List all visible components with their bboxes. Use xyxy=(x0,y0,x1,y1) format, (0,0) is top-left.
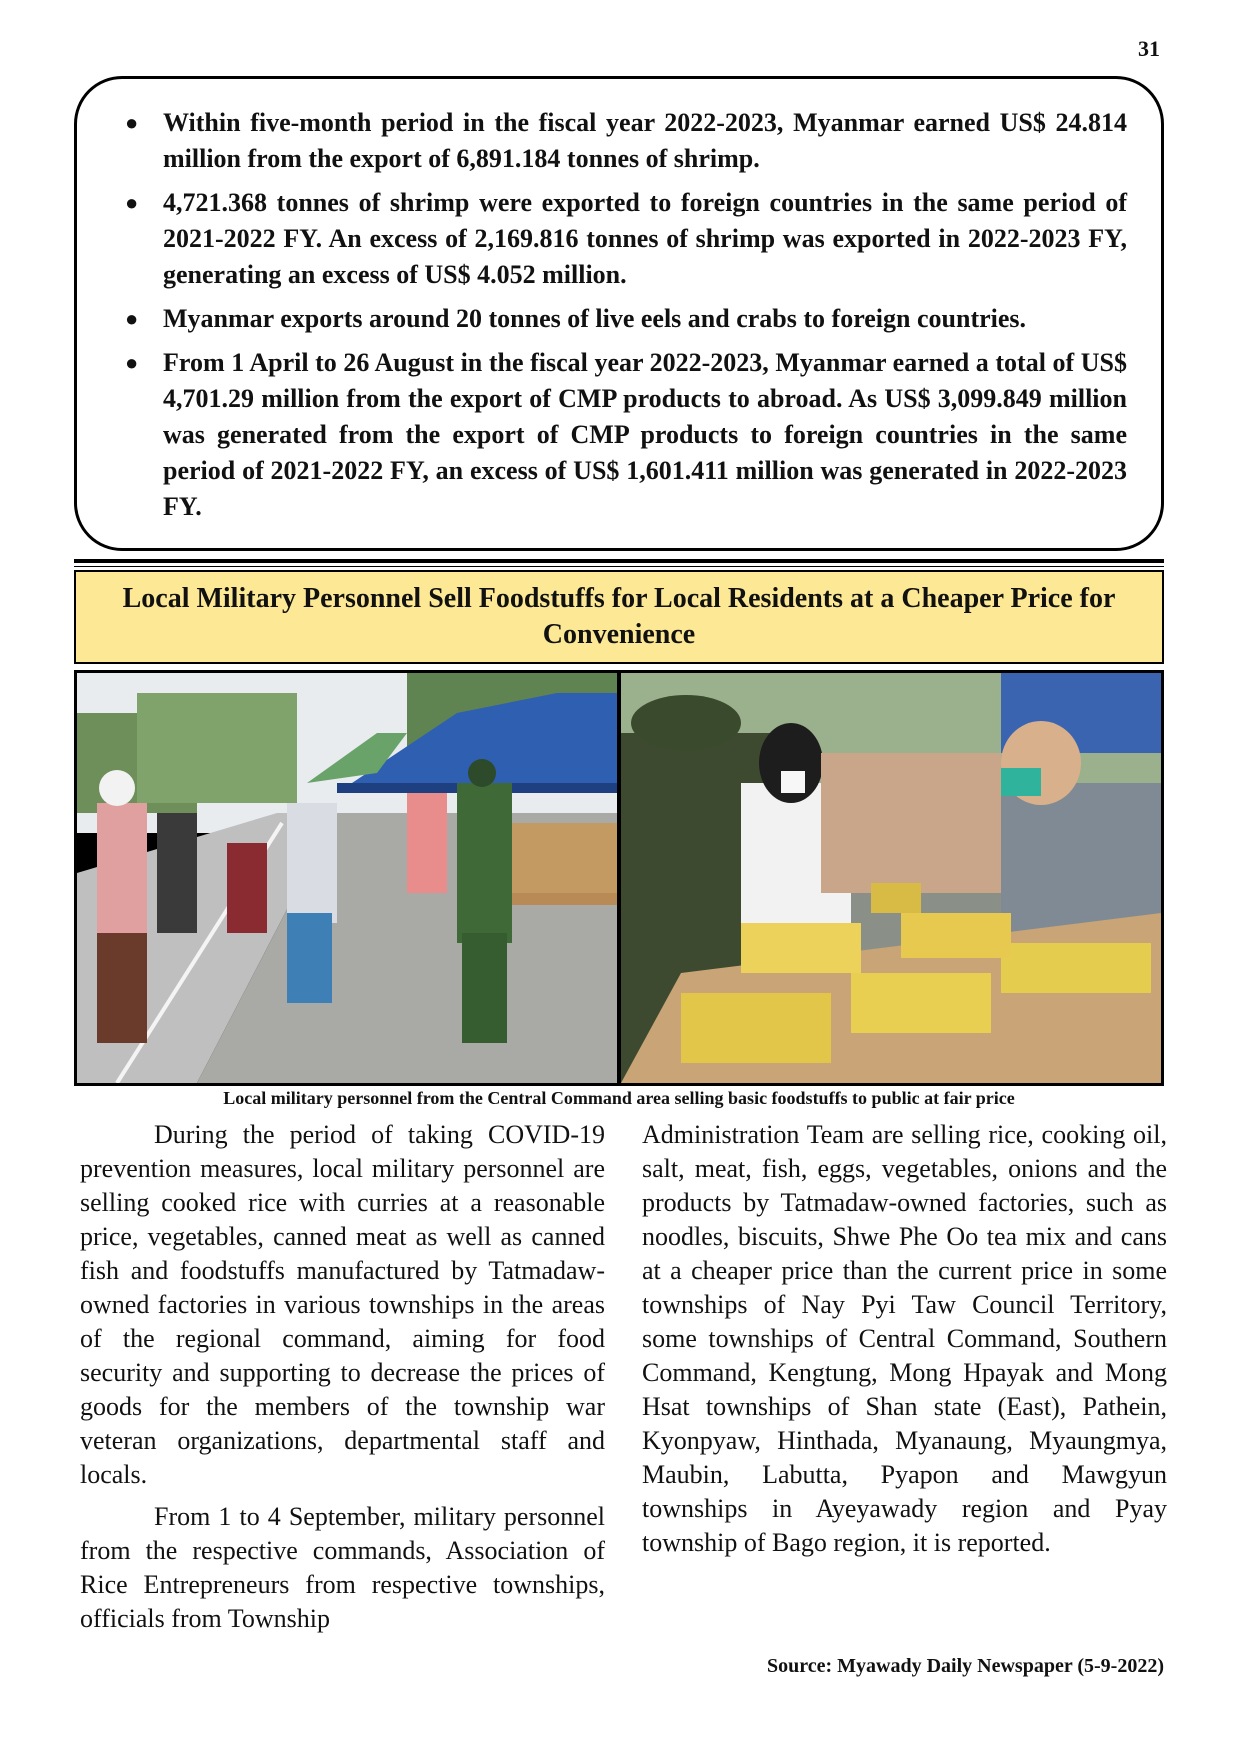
article-column-left xyxy=(80,1118,605,1644)
divider-thick xyxy=(74,559,1164,563)
photo-street-market xyxy=(77,673,617,1083)
article-headline: Local Military Personnel Sell Foodstuffs for Local Residents at a Cheaper Price for Convenience xyxy=(122,583,1116,650)
page-number: 31 xyxy=(1138,36,1160,61)
highlight-item xyxy=(105,105,1127,177)
headline-banner xyxy=(74,570,1164,664)
article-paragraph: Administration Team are selling rice, cooking oil, salt, meat, fish, eggs, vegetables, onions and the products by Tatmadaw-owned factories, such as noodles, biscuits, Shwe Phe Oo tea mix and cans at a cheaper price than the current price in some townships of Nay Pyi Taw Council Territory, some townships of Central Command, Southern Command, Kengtung, Mong Hpayak and Mong Hsat townships of Shan state (East), Pathein, Kyonpyaw, Hinthada, Myanaung, Myaungmya, Maubin, Labutta, Pyapon and Mawgyun townships in Ayeyawady region and Pyay township of Bago region, it is reported. xyxy=(642,1120,1167,1557)
highlight-item xyxy=(105,345,1127,525)
bullet-icon: ● xyxy=(125,190,139,215)
article-column-right xyxy=(642,1118,1167,1568)
highlight-text: Within five-month period in the fiscal year 2022-2023, Myanmar earned US$ 24.814 million from the export of 6,891.184 tonnes of shrimp. xyxy=(163,108,1127,173)
bullet-icon: ● xyxy=(125,306,139,331)
divider-thin xyxy=(74,566,1164,567)
highlight-text: From 1 April to 26 August in the fiscal year 2022-2023, Myanmar earned a total of US$ 4,701.29 million from the export of CMP products to abroad. As US$ 3,099.849 million was generated from the export of CMP products to foreign countries in the same period of 2021-2022 FY, an excess of US$ 1,601.411 million was generated in 2022-2023 FY. xyxy=(163,348,1127,521)
photo-frame xyxy=(74,670,1164,1086)
photo-caption: Local military personnel from the Central Command area selling basic foodstuffs to public at fair price xyxy=(223,1088,1015,1108)
article-paragraph: From 1 to 4 September, military personnel from the respective commands, Association of Rice Entrepreneurs from respective townships, officials from Township xyxy=(80,1502,605,1633)
highlight-item xyxy=(105,301,1127,337)
highlight-text: Myanmar exports around 20 tonnes of live eels and crabs to foreign countries. xyxy=(163,304,1027,333)
highlights-box xyxy=(74,76,1164,551)
photo-food-stall xyxy=(621,673,1161,1083)
highlight-item xyxy=(105,185,1127,293)
highlight-text: 4,721.368 tonnes of shrimp were exported to foreign countries in the same period of 2021-2022 FY. An excess of 2,169.816 tonnes of shrimp was exported in 2022-2023 FY, generating an excess of US$ 4.052 million. xyxy=(163,188,1127,289)
article-paragraph: During the period of taking COVID-19 prevention measures, local military personnel are selling cooked rice with curries at a reasonable price, vegetables, canned meat as well as canned fish and foodstuffs manufactured by Tatmadaw-owned factories in various townships in the areas of the regional command, aiming for food security and supporting to decrease the prices of goods for the members of the township war veteran organizations, departmental staff and locals. xyxy=(80,1120,605,1489)
highlights-list xyxy=(105,105,1127,525)
bullet-icon: ● xyxy=(125,110,139,135)
bullet-icon: ● xyxy=(125,350,139,375)
article-source: Source: Myawady Daily Newspaper (5-9-2022) xyxy=(766,1655,1164,1677)
